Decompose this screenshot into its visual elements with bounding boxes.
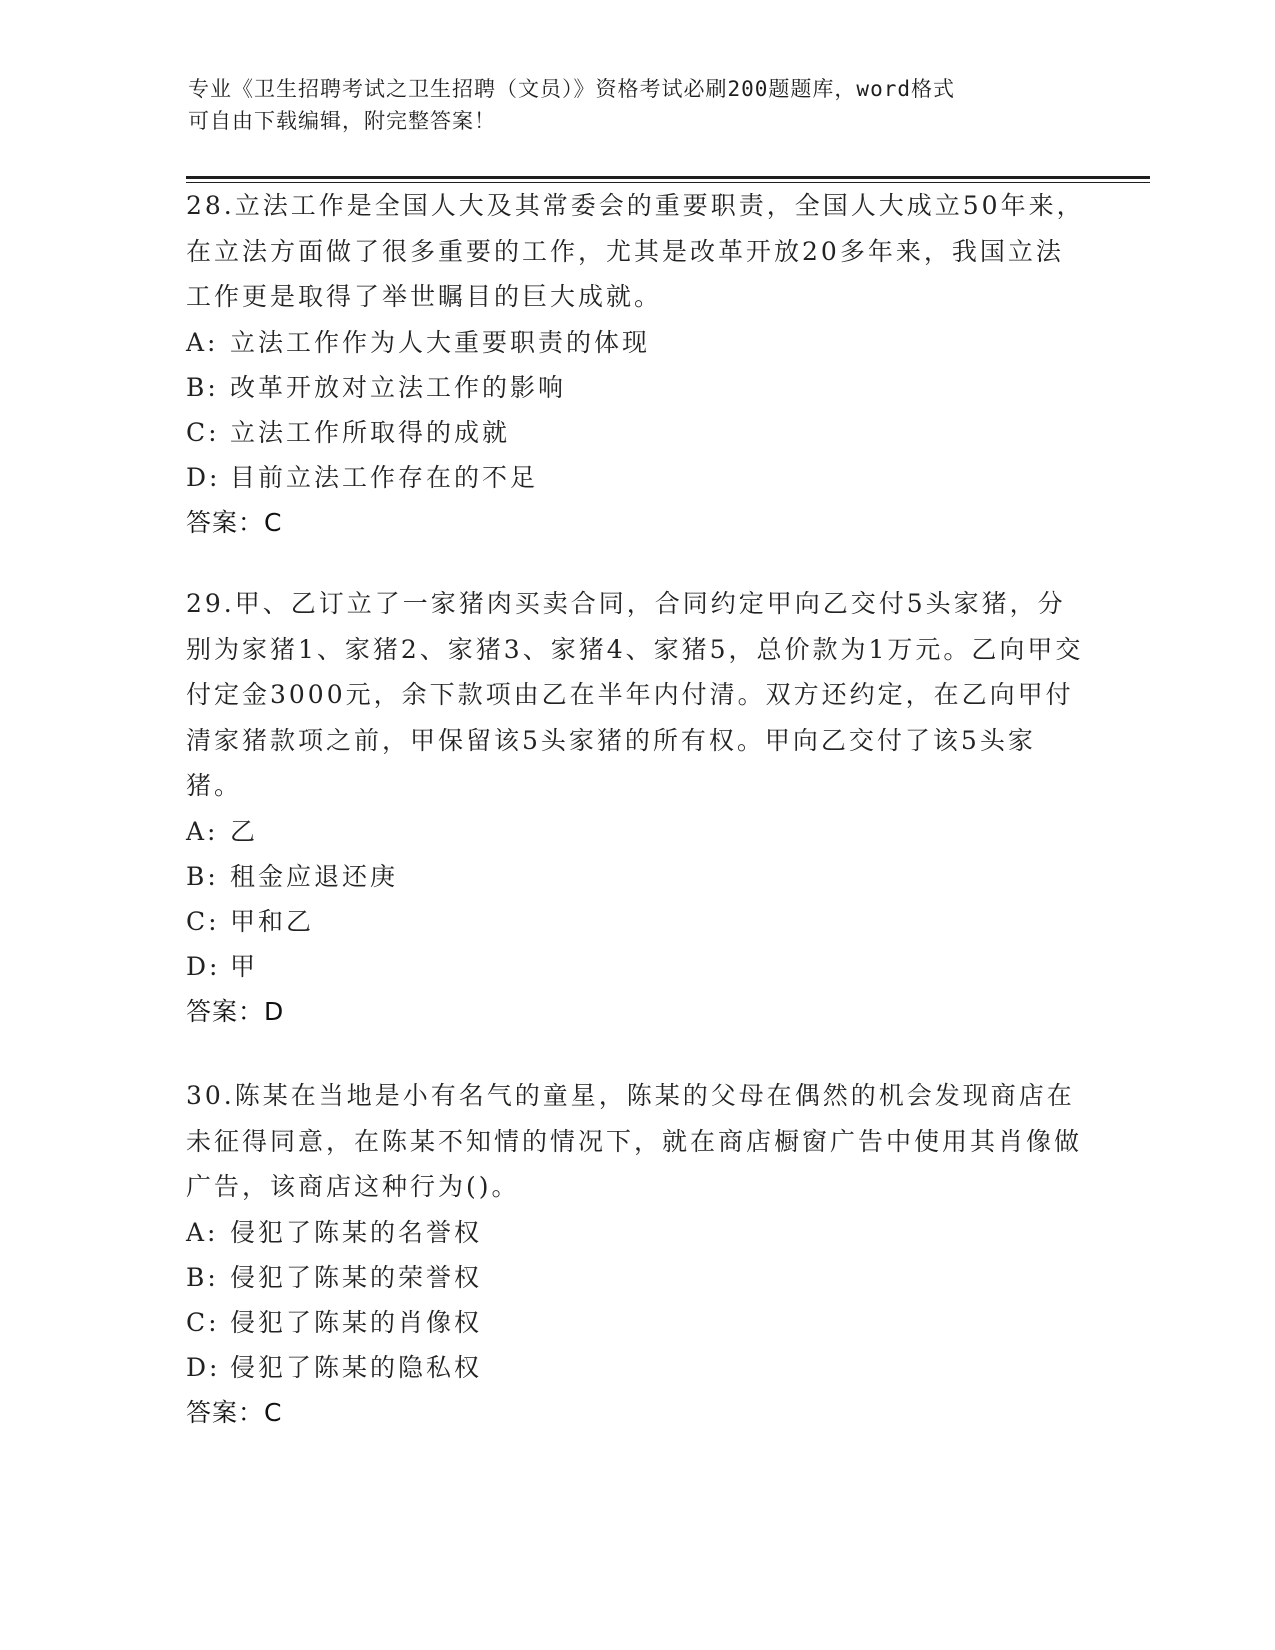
document-header [188, 73, 1068, 137]
question-stem: 29.甲、乙订立了一家猪肉买卖合同，合同约定甲向乙交付5头家猪，分别为家猪1、家猪2、家猪3、家猪4、家猪5，总价款为1万元。乙向甲交付定金3000元，余下款项由乙在半年内付清。双方还约定，在乙向甲付清家猪款项之前，甲保留该5头家猪的所有权。甲向乙交付了该5头家猪。 [186, 589, 1084, 800]
question-30 [186, 1073, 1086, 1436]
option-key: A: [186, 816, 219, 846]
option-key: A: [186, 327, 219, 357]
option-key: D: [186, 951, 221, 981]
option-b [186, 1255, 1086, 1300]
option-text: 侵犯了陈某的隐私权 [230, 1352, 483, 1382]
option-text: 立法工作作为人大重要职责的体现 [230, 327, 651, 357]
header-divider-thick [186, 176, 1150, 179]
option-key: D: [186, 462, 221, 492]
option-key: C: [186, 417, 220, 447]
option-d [186, 455, 1086, 500]
option-d [186, 1345, 1086, 1390]
option-text: 甲和乙 [230, 906, 315, 936]
question-stem: 28.立法工作是全国人大及其常委会的重要职责，全国人大成立50年来，在立法方面做了很多重要的工作，尤其是改革开放20多年来，我国立法工作更是取得了举世瞩目的巨大成就。 [186, 191, 1085, 311]
option-text: 租金应退还庚 [230, 861, 399, 891]
question-29 [186, 581, 1086, 1035]
option-b [186, 365, 1086, 410]
option-d [186, 944, 1086, 989]
answer-label: 答案：C [186, 507, 283, 537]
option-text: 侵犯了陈某的名誉权 [230, 1217, 483, 1247]
answer-label: 答案：C [186, 1397, 283, 1427]
option-c [186, 899, 1086, 944]
option-b [186, 854, 1086, 899]
option-key: C: [186, 1307, 220, 1337]
option-key: C: [186, 906, 220, 936]
question-stem: 30.陈某在当地是小有名气的童星，陈某的父母在偶然的机会发现商店在未征得同意，在陈某不知情的情况下，就在商店橱窗广告中使用其肖像做广告，该商店这种行为()。 [186, 1081, 1083, 1201]
option-text: 目前立法工作存在的不足 [230, 462, 539, 492]
option-a [186, 809, 1086, 854]
option-key: B: [186, 372, 219, 402]
option-key: A: [186, 1217, 219, 1247]
header-line-1: 专业《卫生招聘考试之卫生招聘（文员）》资格考试必刷200题题库，word格式 [188, 77, 955, 101]
option-text: 立法工作所取得的成就 [230, 417, 511, 447]
option-key: B: [186, 1262, 219, 1292]
option-c [186, 1300, 1086, 1345]
option-key: D: [186, 1352, 221, 1382]
option-text: 改革开放对立法工作的影响 [230, 372, 567, 402]
option-text: 甲 [230, 951, 259, 981]
option-a [186, 320, 1086, 365]
option-key: B: [186, 861, 219, 891]
header-line-2: 可自由下载编辑，附完整答案！ [188, 109, 496, 133]
option-a [186, 1210, 1086, 1255]
option-text: 侵犯了陈某的荣誉权 [230, 1262, 483, 1292]
answer-label: 答案：D [186, 996, 285, 1026]
option-text: 乙 [230, 816, 259, 846]
question-28 [186, 183, 1086, 546]
option-text: 侵犯了陈某的肖像权 [230, 1307, 483, 1337]
option-c [186, 410, 1086, 455]
